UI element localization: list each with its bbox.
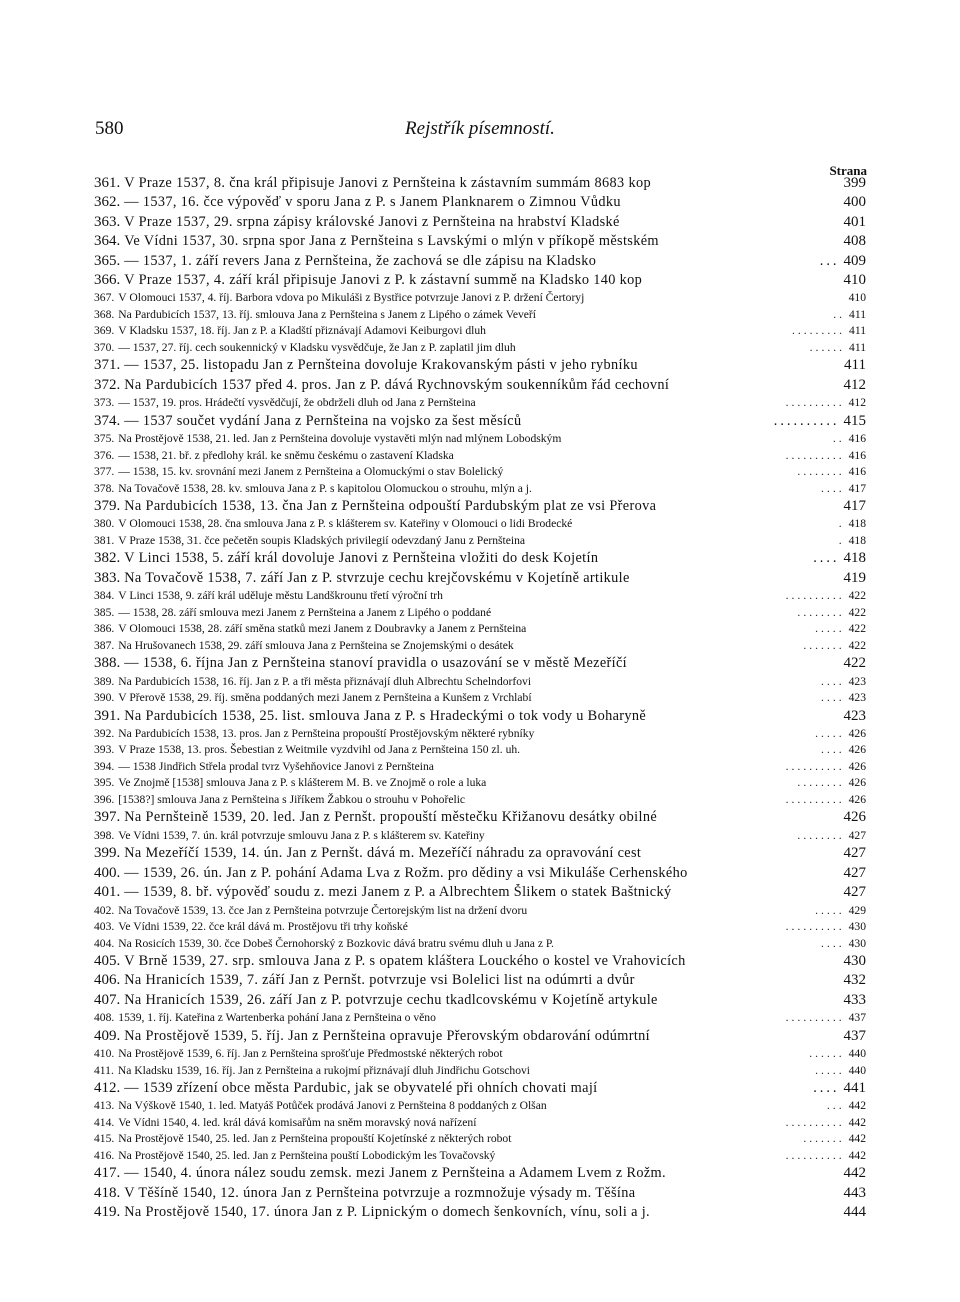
entry-page-number: 429 — [848, 903, 866, 917]
entry-number: 376. — [94, 448, 115, 462]
register-entry — [94, 413, 866, 432]
entry-text: [1538?] smlouva Jana z Pernšteina s Jiříkem Žabkou o strouhu v Pohořelic — [118, 792, 466, 806]
entry-text: Na Pardubicích 1538, 16. říj. Jan z P. a tři města přiznávají dluh Albrechtu Schelndorfovi — [118, 674, 532, 688]
entry-number: 393. — [94, 743, 115, 757]
entry-number: 405. — [94, 953, 121, 970]
register-entry — [94, 622, 866, 639]
entry-number: 414. — [94, 1115, 115, 1129]
entry-text: Na Výškově 1540, 1. led. Matyáš Potůček prodává Janovi z Pernšteina 8 poddaných z Olšan — [118, 1099, 547, 1113]
entry-number: 415. — [94, 1132, 115, 1146]
entry-number: 372. — [94, 376, 121, 393]
entry-number: 403. — [94, 920, 115, 934]
entry-page-number: 432 — [843, 972, 866, 989]
entry-number: 409. — [94, 1027, 121, 1044]
register-entry — [94, 194, 866, 213]
entry-leader: ....... — [803, 638, 845, 652]
column-label-strana: Strana — [829, 163, 867, 178]
entry-page-number: 426 — [843, 809, 866, 826]
entry-text: Na Pardubicích 1538, 13. čna Jan z Pernšteina odpouští Pardubským plat ze vsi Přerova — [124, 498, 657, 515]
entry-number: 373. — [94, 396, 115, 410]
register-entry — [94, 1080, 866, 1099]
entry-leader: .......... — [785, 1011, 845, 1025]
register-entry — [94, 1116, 866, 1133]
entry-text: Na Pernšteině 1539, 20. led. Jan z Pernšt. propouští městečku Křižanovu desátky obilné — [124, 809, 658, 826]
entry-page-number: 427 — [843, 845, 866, 862]
register-entry — [94, 482, 866, 499]
entry-number: 390. — [94, 691, 115, 705]
entry-number: 386. — [94, 622, 115, 636]
entry-page-number: 427 — [843, 884, 866, 901]
entry-page-number: 423 — [843, 707, 866, 724]
register-entry — [94, 517, 866, 534]
entry-leader: .......... — [785, 589, 845, 603]
entry-text: V Olomouci 1538, 28. září směna statků mezi Janem z Doubravky a Janem z Pernšteina — [118, 622, 527, 636]
entry-number: 379. — [94, 498, 121, 515]
entry-page-number: 418 — [848, 533, 866, 547]
entry-page-number: 426 — [848, 792, 866, 806]
entry-number: 404. — [94, 936, 115, 950]
entry-text: — 1539 zřízení obce města Pardubic, jak se obyvatelé při ohních chovati mají — [124, 1080, 598, 1097]
entry-page-number: 442 — [848, 1148, 866, 1162]
entry-number: 396. — [94, 792, 115, 806]
register-entry — [94, 324, 866, 341]
register-entry — [94, 606, 866, 623]
entry-number: 419. — [94, 1204, 121, 1221]
entry-number: 400. — [94, 864, 121, 881]
entry-number: 367. — [94, 291, 115, 305]
entry-number: 380. — [94, 517, 115, 531]
entry-leader: ...... — [809, 1047, 845, 1061]
entry-text: V Kladsku 1537, 18. říj. Jan z P. a Kladští přiznávají Adamovi Keiburgovi dluh — [118, 324, 486, 338]
entry-text: Na Pardubicích 1537 před 4. pros. Jan z P. dává Rychnovským soukenníkům řád cechovní — [124, 376, 670, 393]
entry-text: Na Pardubicích 1537, 13. říj. smlouva Jana z Pernšteina s Janem z Lipého o zámek Veveří — [118, 307, 536, 321]
entry-leader: ..... — [815, 726, 845, 740]
entry-page-number: 401 — [843, 213, 866, 230]
entry-text: — 1538, 15. kv. srovnání mezi Janem z Pernšteina a Olomuckými o stav Bolelický — [118, 465, 504, 479]
entry-number: 366. — [94, 271, 121, 288]
register-entry — [94, 1149, 866, 1166]
entry-page-number: 423 — [848, 674, 866, 688]
register-entry — [94, 675, 866, 692]
register-entry — [94, 291, 866, 308]
entry-leader: ......... — [791, 324, 846, 338]
entry-text: — 1537, 25. listopadu Jan z Pernšteina dovoluje Krakovanským pásti v jeho rybníku — [124, 357, 638, 374]
entry-text: V Praze 1537, 4. září král připisuje Janovi z P. k zástavní summě na Kladsko 140 kop — [124, 271, 643, 288]
entry-text: — 1540, 4. února nález soudu zemsk. mezi Janem z Pernšteina a Adamem Lvem z Rožm. — [124, 1165, 666, 1182]
entry-page-number: 408 — [843, 233, 866, 250]
entry-text: Na Pardubicích 1538, 13. pros. Jan z Pernšteina propouští Prostějovským některé rybníky — [118, 726, 535, 740]
entry-number: 395. — [94, 776, 115, 790]
register-entry — [94, 904, 866, 921]
entry-text: — 1537, 27. říj. cech soukennický v Kladsku vysvědčuje, že Jan z P. zaplatil jim dluh — [118, 340, 516, 354]
entry-text: Na Prostějově 1540, 17. února Jan z P. Lipnickým o domech šenkovních, vínu, soli a j. — [124, 1204, 650, 1221]
register-entry — [94, 727, 866, 744]
entry-page-number: 430 — [848, 936, 866, 950]
entry-page-number: 443 — [843, 1184, 866, 1201]
entry-number: 402. — [94, 903, 115, 917]
entry-number: 416. — [94, 1148, 115, 1162]
entry-text: Na Pardubicích 1538, 25. list. smlouva Jana z P. s Hradeckými o tok vody u Boharyně — [124, 707, 647, 724]
entry-text: V Olomouci 1537, 4. říj. Barbora vdova po Mikuláši z Bystřice potvrzuje Janovi z P. držení Čertoryj — [118, 291, 585, 305]
register-entry — [94, 175, 866, 194]
entry-text: Ve Znojmě [1538] smlouva Jana z P. s klášterem M. B. ve Znojmě o role a luka — [118, 776, 487, 790]
entry-page-number: 427 — [848, 828, 866, 842]
entry-text: 1539, 1. říj. Kateřina z Wartenberka pohání Jana z Pernšteina o věno — [118, 1011, 436, 1025]
entry-leader: ...... — [809, 340, 846, 354]
page-number: 580 — [95, 118, 124, 139]
entry-leader: ........ — [797, 776, 845, 790]
entry-number: 368. — [94, 307, 115, 321]
register-entry — [94, 1011, 866, 1028]
entry-text: V Linci 1538, 9. září král uděluje městu Landškrounu třetí výroční trh — [118, 589, 443, 603]
entry-number: 388. — [94, 655, 121, 672]
entry-leader: ....... — [803, 1132, 845, 1146]
register-entry — [94, 655, 866, 674]
entry-leader: .......... — [773, 412, 840, 429]
entry-leader: .......... — [785, 448, 845, 462]
entry-leader: . — [838, 533, 845, 547]
entry-text: Na Tovačově 1538, 7. září Jan z P. stvrzuje cechu krejčovskému v Kojetíně artikule — [124, 569, 630, 586]
entry-page-number: 417 — [848, 481, 866, 495]
register-entry — [94, 953, 866, 972]
entry-leader: .... — [821, 936, 845, 950]
entry-number: 382. — [94, 550, 121, 567]
entry-text: V Brně 1539, 27. srp. smlouva Jana z P. s opatem kláštera Louckého o kostel ve Vrahovicích — [124, 953, 686, 970]
entry-page-number: 422 — [848, 589, 866, 603]
register-entry — [94, 1028, 866, 1047]
entry-number: 369. — [94, 324, 115, 338]
entry-number: 370. — [94, 340, 115, 354]
register-entry — [94, 793, 866, 810]
entry-number: 417. — [94, 1165, 121, 1182]
entry-text: — 1538, 28. září smlouva mezi Janem z Pernšteina a Janem z Lipého o poddané — [118, 605, 492, 619]
entry-leader: ........ — [797, 465, 845, 479]
entry-page-number: 412 — [848, 396, 866, 410]
entry-page-number: 409 — [843, 252, 866, 269]
entry-page-number: 411 — [849, 307, 866, 321]
register-entry — [94, 396, 866, 413]
register-entry — [94, 865, 866, 884]
entry-text: — 1537, 1. září revers Jana z Pernšteina, že zachová se dle zápisu na Kladsko — [124, 252, 597, 269]
register-entry — [94, 253, 866, 272]
entry-page-number: 442 — [848, 1099, 866, 1113]
register-entry — [94, 845, 866, 864]
register-entry — [94, 550, 866, 569]
entry-number: 398. — [94, 828, 115, 842]
entry-leader: .. — [833, 307, 846, 321]
entry-page-number: 422 — [848, 638, 866, 652]
register-entry — [94, 272, 866, 291]
entry-text: Na Tovačově 1538, 28. kv. smlouva Jana z P. s kapitolou Olomuckou o strouhu, mlýn a j. — [118, 481, 532, 495]
entry-page-number: 411 — [849, 324, 866, 338]
register-entry — [94, 992, 866, 1011]
entry-page-number: 442 — [843, 1165, 866, 1182]
entry-page-number: 419 — [843, 569, 866, 586]
entry-number: 410. — [94, 1047, 115, 1061]
entry-page-number: 440 — [848, 1047, 866, 1061]
register-entry — [94, 534, 866, 551]
register-entry — [94, 465, 866, 482]
entry-number: 383. — [94, 569, 121, 586]
entry-number: 408. — [94, 1011, 115, 1025]
entry-page-number: 442 — [848, 1115, 866, 1129]
entry-number: 364. — [94, 233, 121, 250]
entry-text: — 1537, 16. čce výpověď v sporu Jana z P. s Janem Planknarem o Zimnou Vůdku — [124, 194, 621, 211]
entry-number: 385. — [94, 605, 115, 619]
entry-page-number: 417 — [843, 498, 866, 515]
register-list — [94, 175, 866, 1224]
register-entry — [94, 760, 866, 777]
register-entry — [94, 829, 866, 846]
entry-page-number: 415 — [843, 412, 866, 429]
entry-page-number: 422 — [843, 655, 866, 672]
entry-page-number: 427 — [843, 864, 866, 881]
entry-text: Na Hranicích 1539, 26. září Jan z P. potvrzuje cechu tkadlcovskému v Kojetíně artykule — [124, 991, 658, 1008]
register-entry — [94, 1064, 866, 1081]
register-entry — [94, 809, 866, 828]
entry-text: — 1538, 6. října Jan z Pernšteina stanoví pravidla o usazování se v městě Mezeříčí — [124, 655, 627, 672]
entry-number: 406. — [94, 972, 121, 989]
entry-text: — 1538 Jindřich Střela prodal tvrz Vyšehňovice Janovi z Pernšteina — [118, 759, 434, 773]
entry-number: 377. — [94, 465, 115, 479]
entry-number: 362. — [94, 194, 121, 211]
entry-text: V Praze 1537, 8. čna král připisuje Janovi z Pernšteina k zástavním summám 8683 kop — [124, 175, 651, 191]
entry-text: Na Prostějově 1539, 6. říj. Jan z Pernšteina sprošťuje Předmostské některých robot — [118, 1047, 503, 1061]
entry-number: 418. — [94, 1184, 121, 1201]
register-entry — [94, 570, 866, 589]
entry-page-number: 418 — [843, 550, 866, 567]
register-entry — [94, 1185, 866, 1204]
entry-text: Na Prostějově 1540, 25. led. Jan z Pernšteina pouští Lobodickým les Tovačovský — [118, 1148, 496, 1162]
entry-text: Na Rosicích 1539, 30. čce Dobeš Černohorský z Bozkovic dává bratru svému dluh u Jana z P. — [118, 936, 554, 950]
register-entry — [94, 357, 866, 376]
entry-number: 371. — [94, 357, 121, 374]
running-title: Rejstřík písemností. — [405, 118, 555, 139]
entry-text: Ve Vídni 1539, 7. ún. král potvrzuje smlouvu Jana z P. s klášterem sv. Kateřiny — [118, 828, 485, 842]
entry-leader: .. — [832, 432, 845, 446]
register-entry — [94, 214, 866, 233]
entry-page-number: 426 — [848, 776, 866, 790]
entry-page-number: 440 — [848, 1063, 866, 1077]
entry-leader: .... — [821, 481, 845, 495]
entry-number: 384. — [94, 589, 115, 603]
entry-number: 399. — [94, 845, 121, 862]
entry-leader: .......... — [785, 920, 845, 934]
entry-text: Na Mezeříčí 1539, 14. ún. Jan z Pernšt. dává m. Mezeříčí náhradu za opravování cest — [124, 845, 642, 862]
entry-page-number: 442 — [848, 1132, 866, 1146]
entry-leader: .......... — [785, 792, 845, 806]
entry-page-number: 410 — [843, 271, 866, 288]
entry-page-number: 418 — [848, 517, 866, 531]
entry-number: 363. — [94, 213, 121, 230]
entry-text: V Praze 1537, 29. srpna zápisy královské Janovi z Pernšteina na hrabství Kladské — [124, 213, 620, 230]
entry-number: 394. — [94, 759, 115, 773]
entry-number: 389. — [94, 674, 115, 688]
entry-leader: .... — [821, 674, 845, 688]
register-entry — [94, 377, 866, 396]
entry-text: Na Kladsku 1539, 16. říj. Jan z Pernšteina a rukojmí přiznávají dluh Jindřichu Gotschovi — [117, 1063, 531, 1077]
entry-page-number: 411 — [844, 357, 866, 374]
entry-text: V Těšíně 1540, 12. února Jan z Pernšteina potvrzuje a rozmnožuje výsady m. Těšína — [124, 1184, 636, 1201]
entry-page-number: 416 — [848, 432, 866, 446]
entry-page-number: 416 — [848, 465, 866, 479]
register-entry — [94, 639, 866, 656]
register-entry — [94, 341, 866, 358]
entry-page-number: 430 — [848, 920, 866, 934]
entry-leader: ... — [819, 252, 840, 269]
entry-page-number: 410 — [848, 291, 866, 305]
entry-number: 365. — [94, 252, 121, 269]
entry-leader: ..... — [815, 622, 845, 636]
entry-page-number: 433 — [843, 991, 866, 1008]
entry-leader: .......... — [785, 759, 845, 773]
entry-text: — 1538, 21. bř. z předlohy král. ke sněmu českému o zastavení Kladska — [118, 448, 454, 462]
entry-number: 375. — [94, 432, 115, 446]
register-entry — [94, 589, 866, 606]
register-entry — [94, 972, 866, 991]
entry-leader: ........ — [797, 605, 845, 619]
entry-number: 392. — [94, 726, 115, 740]
entry-text: — 1539, 8. bř. výpověď soudu z. mezi Janem z P. a Albrechtem Šlikem o statek Baštnický — [124, 884, 672, 901]
register-entry — [94, 884, 866, 903]
entry-number: 407. — [94, 991, 121, 1008]
entry-leader: .... — [821, 691, 845, 705]
entry-text: V Olomouci 1538, 28. čna smlouva Jana z P. s klášterem sv. Kateřiny v Olomouci o lidi Brodecké — [118, 517, 573, 531]
entry-leader: ..... — [815, 1063, 845, 1077]
entry-page-number: 430 — [843, 953, 866, 970]
register-entry — [94, 920, 866, 937]
register-entry — [94, 776, 866, 793]
entry-page-number: 423 — [848, 691, 866, 705]
entry-leader: .......... — [785, 1148, 845, 1162]
register-entry — [94, 308, 866, 325]
entry-page-number: 411 — [849, 340, 866, 354]
entry-text: V Praze 1538, 13. pros. Šebestian z Weitmile vyzdvihl od Jana z Pernšteina 150 zl. uh. — [118, 743, 521, 757]
entry-leader: ... — [826, 1099, 845, 1113]
entry-number: 397. — [94, 809, 121, 826]
entry-leader: .... — [813, 1080, 840, 1097]
register-entry — [94, 1165, 866, 1184]
entry-page-number: 412 — [843, 376, 866, 393]
entry-leader: .......... — [785, 396, 845, 410]
entry-text: Na Hrušovanech 1538, 29. září smlouva Jana z Pernšteina se Znojemskými o desátek — [118, 638, 514, 652]
entry-number: 374. — [94, 412, 121, 429]
entry-number: 378. — [94, 481, 115, 495]
entry-text: V Linci 1538, 5. září král dovoluje Janovi z Pernšteina vložiti do desk Kojetín — [124, 550, 599, 567]
register-entry — [94, 1132, 866, 1149]
entry-number: 361. — [94, 175, 121, 191]
entry-page-number: 400 — [843, 194, 866, 211]
register-entry — [94, 233, 866, 252]
entry-text: — 1539, 26. ún. Jan z P. pohání Adama Lva z Rožm. pro dědiny a vsi Mikuláše Cerhenského — [124, 864, 688, 881]
register-entry — [94, 1099, 866, 1116]
entry-leader: ........ — [797, 828, 845, 842]
entry-page-number: 426 — [848, 726, 866, 740]
entry-page-number: 426 — [848, 743, 866, 757]
entry-text: — 1537 součet vydání Jana z Pernšteina na vojsko za šest měsíců — [124, 412, 522, 429]
register-entry — [94, 743, 866, 760]
entry-number: 387. — [94, 638, 115, 652]
entry-text: Na Hranicích 1539, 7. září Jan z Pernšt. potvrzuje vsi Bolelici list na odúmrti a dvůr — [124, 972, 635, 989]
entry-page-number: 441 — [843, 1080, 866, 1097]
register-entry — [94, 1047, 866, 1064]
entry-text: Ve Vídni 1537, 30. srpna spor Jana z Pernšteina s Lavskými o mlýn v příkopě městském — [124, 233, 659, 250]
entry-page-number: 416 — [848, 448, 866, 462]
entry-text: Na Prostějově 1540, 25. led. Jan z Pernšteina propouští Kojetínské z některých robot — [118, 1132, 512, 1146]
entry-page-number: 426 — [848, 759, 866, 773]
entry-number: 401. — [94, 884, 121, 901]
entry-leader: . — [838, 517, 845, 531]
register-entry — [94, 1204, 866, 1223]
entry-number: 413. — [94, 1099, 115, 1113]
register-entry — [94, 691, 866, 708]
register-entry — [94, 432, 866, 449]
entry-number: 412. — [94, 1080, 121, 1097]
entry-page-number: 437 — [843, 1027, 866, 1044]
entry-number: 391. — [94, 707, 121, 724]
entry-page-number: 422 — [848, 622, 866, 636]
entry-text: Ve Vídni 1540, 4. led. král dává komisařům na sněm moravský nová nařízení — [118, 1115, 477, 1129]
register-entry — [94, 708, 866, 727]
entry-leader: .......... — [785, 1115, 845, 1129]
register-entry — [94, 449, 866, 466]
entry-page-number: 437 — [848, 1011, 866, 1025]
entry-leader: .... — [813, 550, 840, 567]
entry-text: Na Prostějově 1539, 5. říj. Jan z Pernšteina opravuje Přerovským obdarování odúmrtní — [124, 1027, 650, 1044]
register-entry — [94, 937, 866, 954]
entry-leader: ..... — [815, 903, 845, 917]
entry-page-number: 399 — [843, 175, 866, 191]
entry-page-number: 422 — [848, 605, 866, 619]
entry-text: Na Prostějově 1538, 21. led. Jan z Pernšteina dovoluje vystavěti mlýn nad mlýnem Lobodským — [118, 432, 562, 446]
entry-text: V Praze 1538, 31. čce pečetěn soupis Kladských privilegií odevzdaný Janu z Pernšteina — [118, 533, 526, 547]
page-header — [0, 0, 960, 150]
entry-number: 411. — [94, 1063, 114, 1077]
entry-number: 381. — [94, 533, 115, 547]
entry-text: Ve Vídni 1539, 22. čce král dává m. Prostějovu tři trhy koňské — [118, 920, 408, 934]
entry-text: — 1537, 19. pros. Hrádečtí vysvědčují, že obdrželi dluh od Jana z Pernšteina — [118, 396, 476, 410]
entry-text: Na Tovačově 1539, 13. čce Jan z Pernšteina potvrzuje Čertorejským list na držení dvoru — [118, 903, 528, 917]
entry-page-number: 444 — [843, 1204, 866, 1221]
entry-leader: .... — [821, 743, 845, 757]
register-entry — [94, 498, 866, 517]
entry-text: V Přerově 1538, 29. říj. směna poddaných mezi Janem z Pernšteina a Kunšem z Vrchlabí — [118, 691, 532, 705]
